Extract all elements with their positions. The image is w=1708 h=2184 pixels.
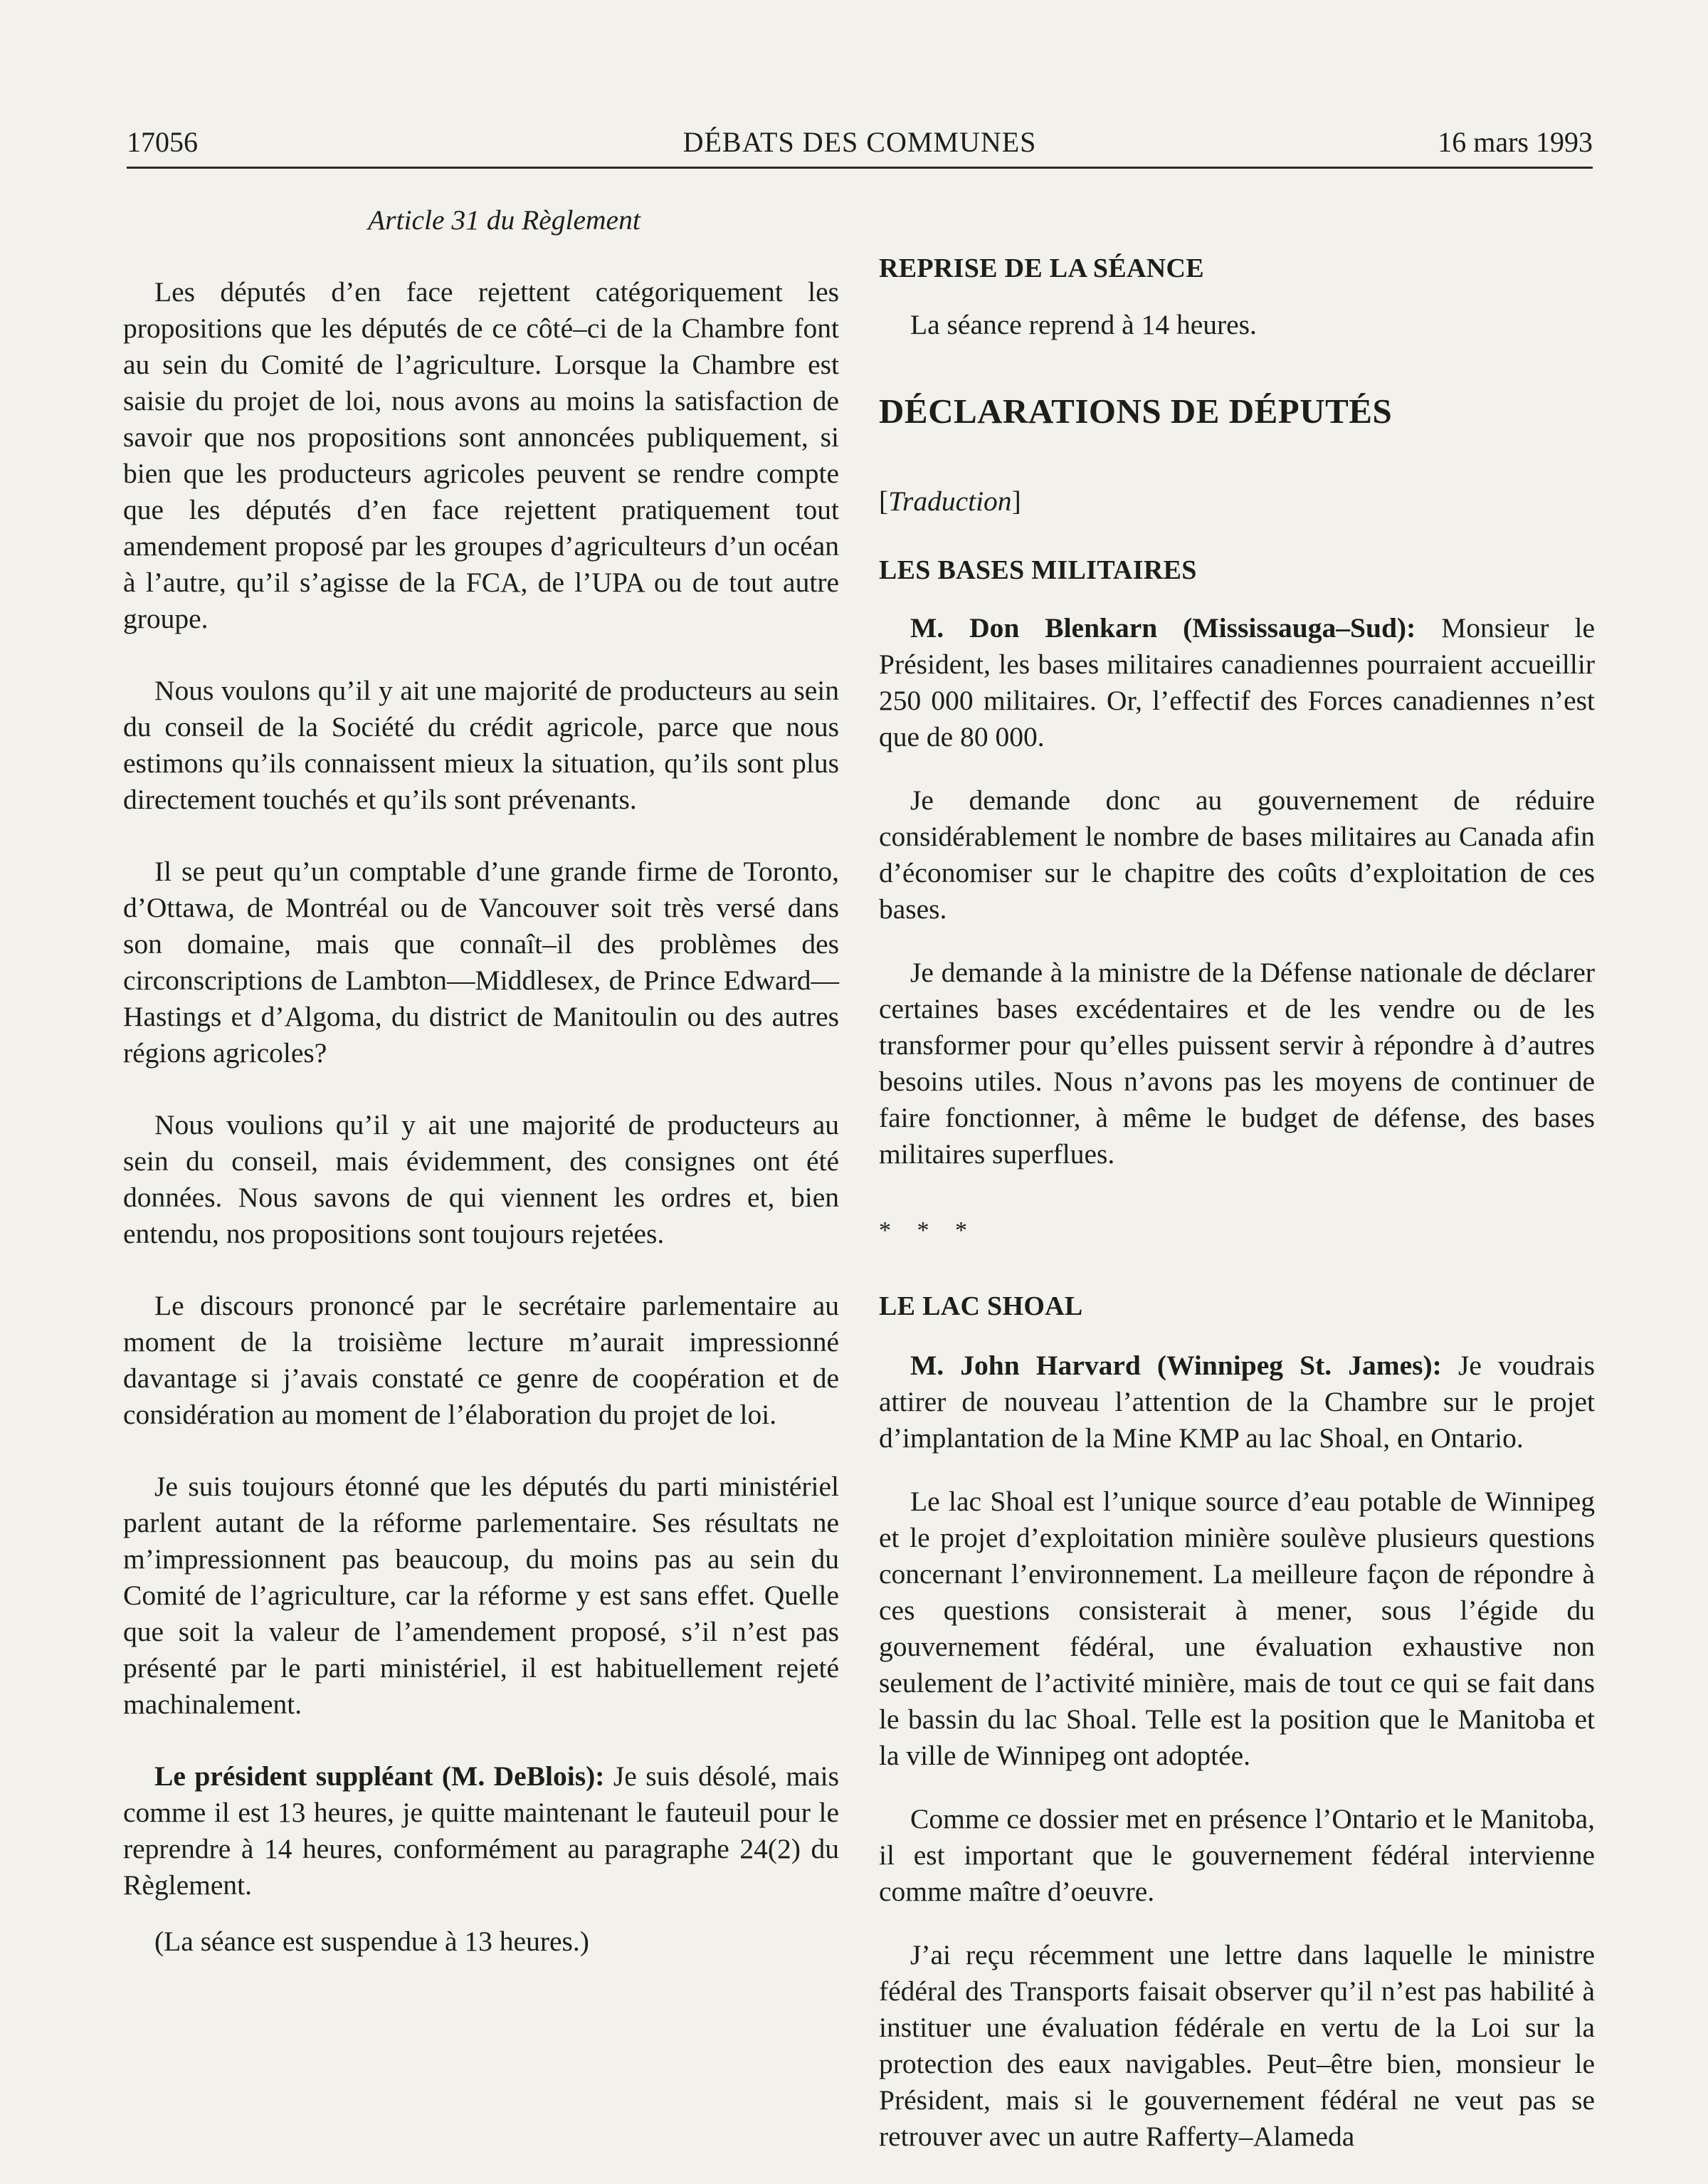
main-heading: DÉCLARATIONS DE DÉPUTÉS xyxy=(879,392,1393,431)
section-heading: LES BASES MILITAIRES xyxy=(879,555,1197,585)
speaker-name: Le président suppléant (M. DeBlois): xyxy=(154,1760,605,1792)
paragraph: Je suis toujours étonné que les députés du parti ministériel parlent autant de la réforme parlementaire. Ses résultats ne m’impressionnent pas beaucoup, du moins pas au sein du Comité de l’agriculture, car la réforme y est sans effet. Quelle que soit la valeur de l’amendement proposé, s’il n’est pas présenté par le parti ministériel, il est habituellement rejeté machinalement. xyxy=(123,1471,839,1720)
translation-word: Traduction xyxy=(888,485,1012,517)
left-column xyxy=(123,202,839,1995)
speaker-paragraph xyxy=(879,1348,1595,1456)
paragraph: Nous voulons qu’il y ait une majorité de producteurs au sein du conseil de la Société du crédit agricole, parce que nous estimons qu’ils connaissent mieux la situation, qu’ils sont plus directement touchés et qu’ils sont prévenants. xyxy=(123,675,839,815)
publication-date: 16 mars 1993 xyxy=(1438,126,1593,158)
paragraph: Il se peut qu’un comptable d’une grande firme de Toronto, d’Ottawa, de Montréal ou de Vancouver soit très versé dans son domaine, mais que connaît–il des problèmes des circonscriptions de Lambton—Middlesex, de Prince Edward—Hastings et d’Algoma, du district de Manitoulin ou des autres régions agricoles? xyxy=(123,856,839,1069)
section-separator: * * * xyxy=(879,1217,977,1244)
speaker-name: M. Don Blenkarn (Mississauga–Sud): xyxy=(910,612,1416,644)
paragraph: Les députés d’en face rejettent catégoriquement les propositions que les députés de ce côté–ci de la Chambre font au sein du Comité de l’agriculture. Lorsque la Chambre est saisie du projet de loi, nous avons au moins la satisfaction de savoir que nos propositions sont annoncées publiquement, si bien que les producteurs agricoles peuvent se rendre compte que les députés d’en face rejettent pratiquement tout amendement proposé par les groupes d’agriculteurs d’un océan à l’autre, qu’il s’agisse de la FCA, de l’UPA ou de tout autre groupe. xyxy=(123,276,839,634)
translation-note: [Traduction] xyxy=(879,485,1021,517)
speech-text: Monsieur le Président, les bases militaires canadiennes pourraient accueillir 250 000 militaires. Or, l’effectif des Forces canadiennes n’est que de 80 000. xyxy=(879,612,1595,752)
publication-title: DÉBATS DES COMMUNES xyxy=(682,126,1037,158)
header-rule xyxy=(127,167,1593,169)
page-header xyxy=(127,121,1593,165)
speech-text: Je suis désolé, mais comme il est 13 heures, je quitte maintenant le fauteuil pour le reprendre à 14 heures, conformément au paragraphe 24(2) du Règlement. xyxy=(123,1760,840,1901)
paragraph: J’ai reçu récemment une lettre dans laquelle le ministre fédéral des Transports faisait observer qu’il n’est pas habilité à instituer une évaluation fédérale en vertu de la Loi sur la protection des eaux navigables. Peut–être bien, monsieur le Président, mais si le gouvernement fédéral ne veut pas se retrouver avec un autre Rafferty–Alameda xyxy=(879,1939,1595,2152)
paragraph: Le lac Shoal est l’unique source d’eau potable de Winnipeg et le projet d’exploitation minière soulève plusieurs questions concernant l’environnement. La meilleure façon de répondre à ces questions consisterait à mener, sous l’égide du gouvernement fédéral, une évaluation exhaustive non seulement de l’activité minière, mais de tout ce qui se fait dans le bassin du lac Shoal. Telle est la position que le Manitoba et la ville de Winnipeg ont adoptée. xyxy=(879,1486,1595,1771)
paragraph: Nous voulions qu’il y ait une majorité de producteurs au sein du conseil, mais évidemment, des consignes ont été données. Nous savons de qui viennent les ordres et, bien entendu, nos propositions sont toujours rejetées. xyxy=(123,1109,839,1249)
paragraph: Comme ce dossier met en présence l’Ontario et le Manitoba, il est important que le gouvernement fédéral intervienne comme maître d’oeuvre. xyxy=(879,1803,1595,1907)
paragraph: Je demande donc au gouvernement de réduire considérablement le nombre de bases militaires au Canada afin d’économiser sur le chapitre des coûts d’exploitation de ces bases. xyxy=(879,784,1595,925)
paragraph: Le discours prononcé par le secrétaire parlementaire au moment de la troisième lecture m’aurait impressionné davantage si j’avais constaté ce genre de coopération et de considération au moment de l’élaboration du projet de loi. xyxy=(123,1290,839,1430)
right-column xyxy=(879,202,1595,2182)
page-number: 17056 xyxy=(127,126,198,158)
speaker-paragraph xyxy=(879,610,1595,755)
speaker-paragraph xyxy=(123,1758,839,1904)
speaker-name: M. John Harvard (Winnipeg St. James): xyxy=(910,1350,1442,1381)
section-heading: LE LAC SHOAL xyxy=(879,1291,1083,1321)
speech-text: Je voudrais attirer de nouveau l’attention de la Chambre sur le projet d’implantation de la Mine KMP au lac Shoal, en Ontario. xyxy=(879,1350,1595,1454)
paragraph: La séance reprend à 14 heures. xyxy=(910,309,1257,340)
rubric: Article 31 du Règlement xyxy=(368,204,640,236)
paragraph: Je demande à la ministre de la Défense nationale de déclarer certaines bases excédentaires et de les vendre ou de les transformer pour qu’elles puissent servir à répondre à d’autres besoins utiles. Nous n’avons pas les moyens de continuer de faire fonctionner, à même le budget de défense, des bases militaires superflues. xyxy=(879,957,1595,1170)
session-note: (La séance est suspendue à 13 heures.) xyxy=(154,1926,589,1957)
section-heading: REPRISE DE LA SÉANCE xyxy=(879,253,1204,283)
